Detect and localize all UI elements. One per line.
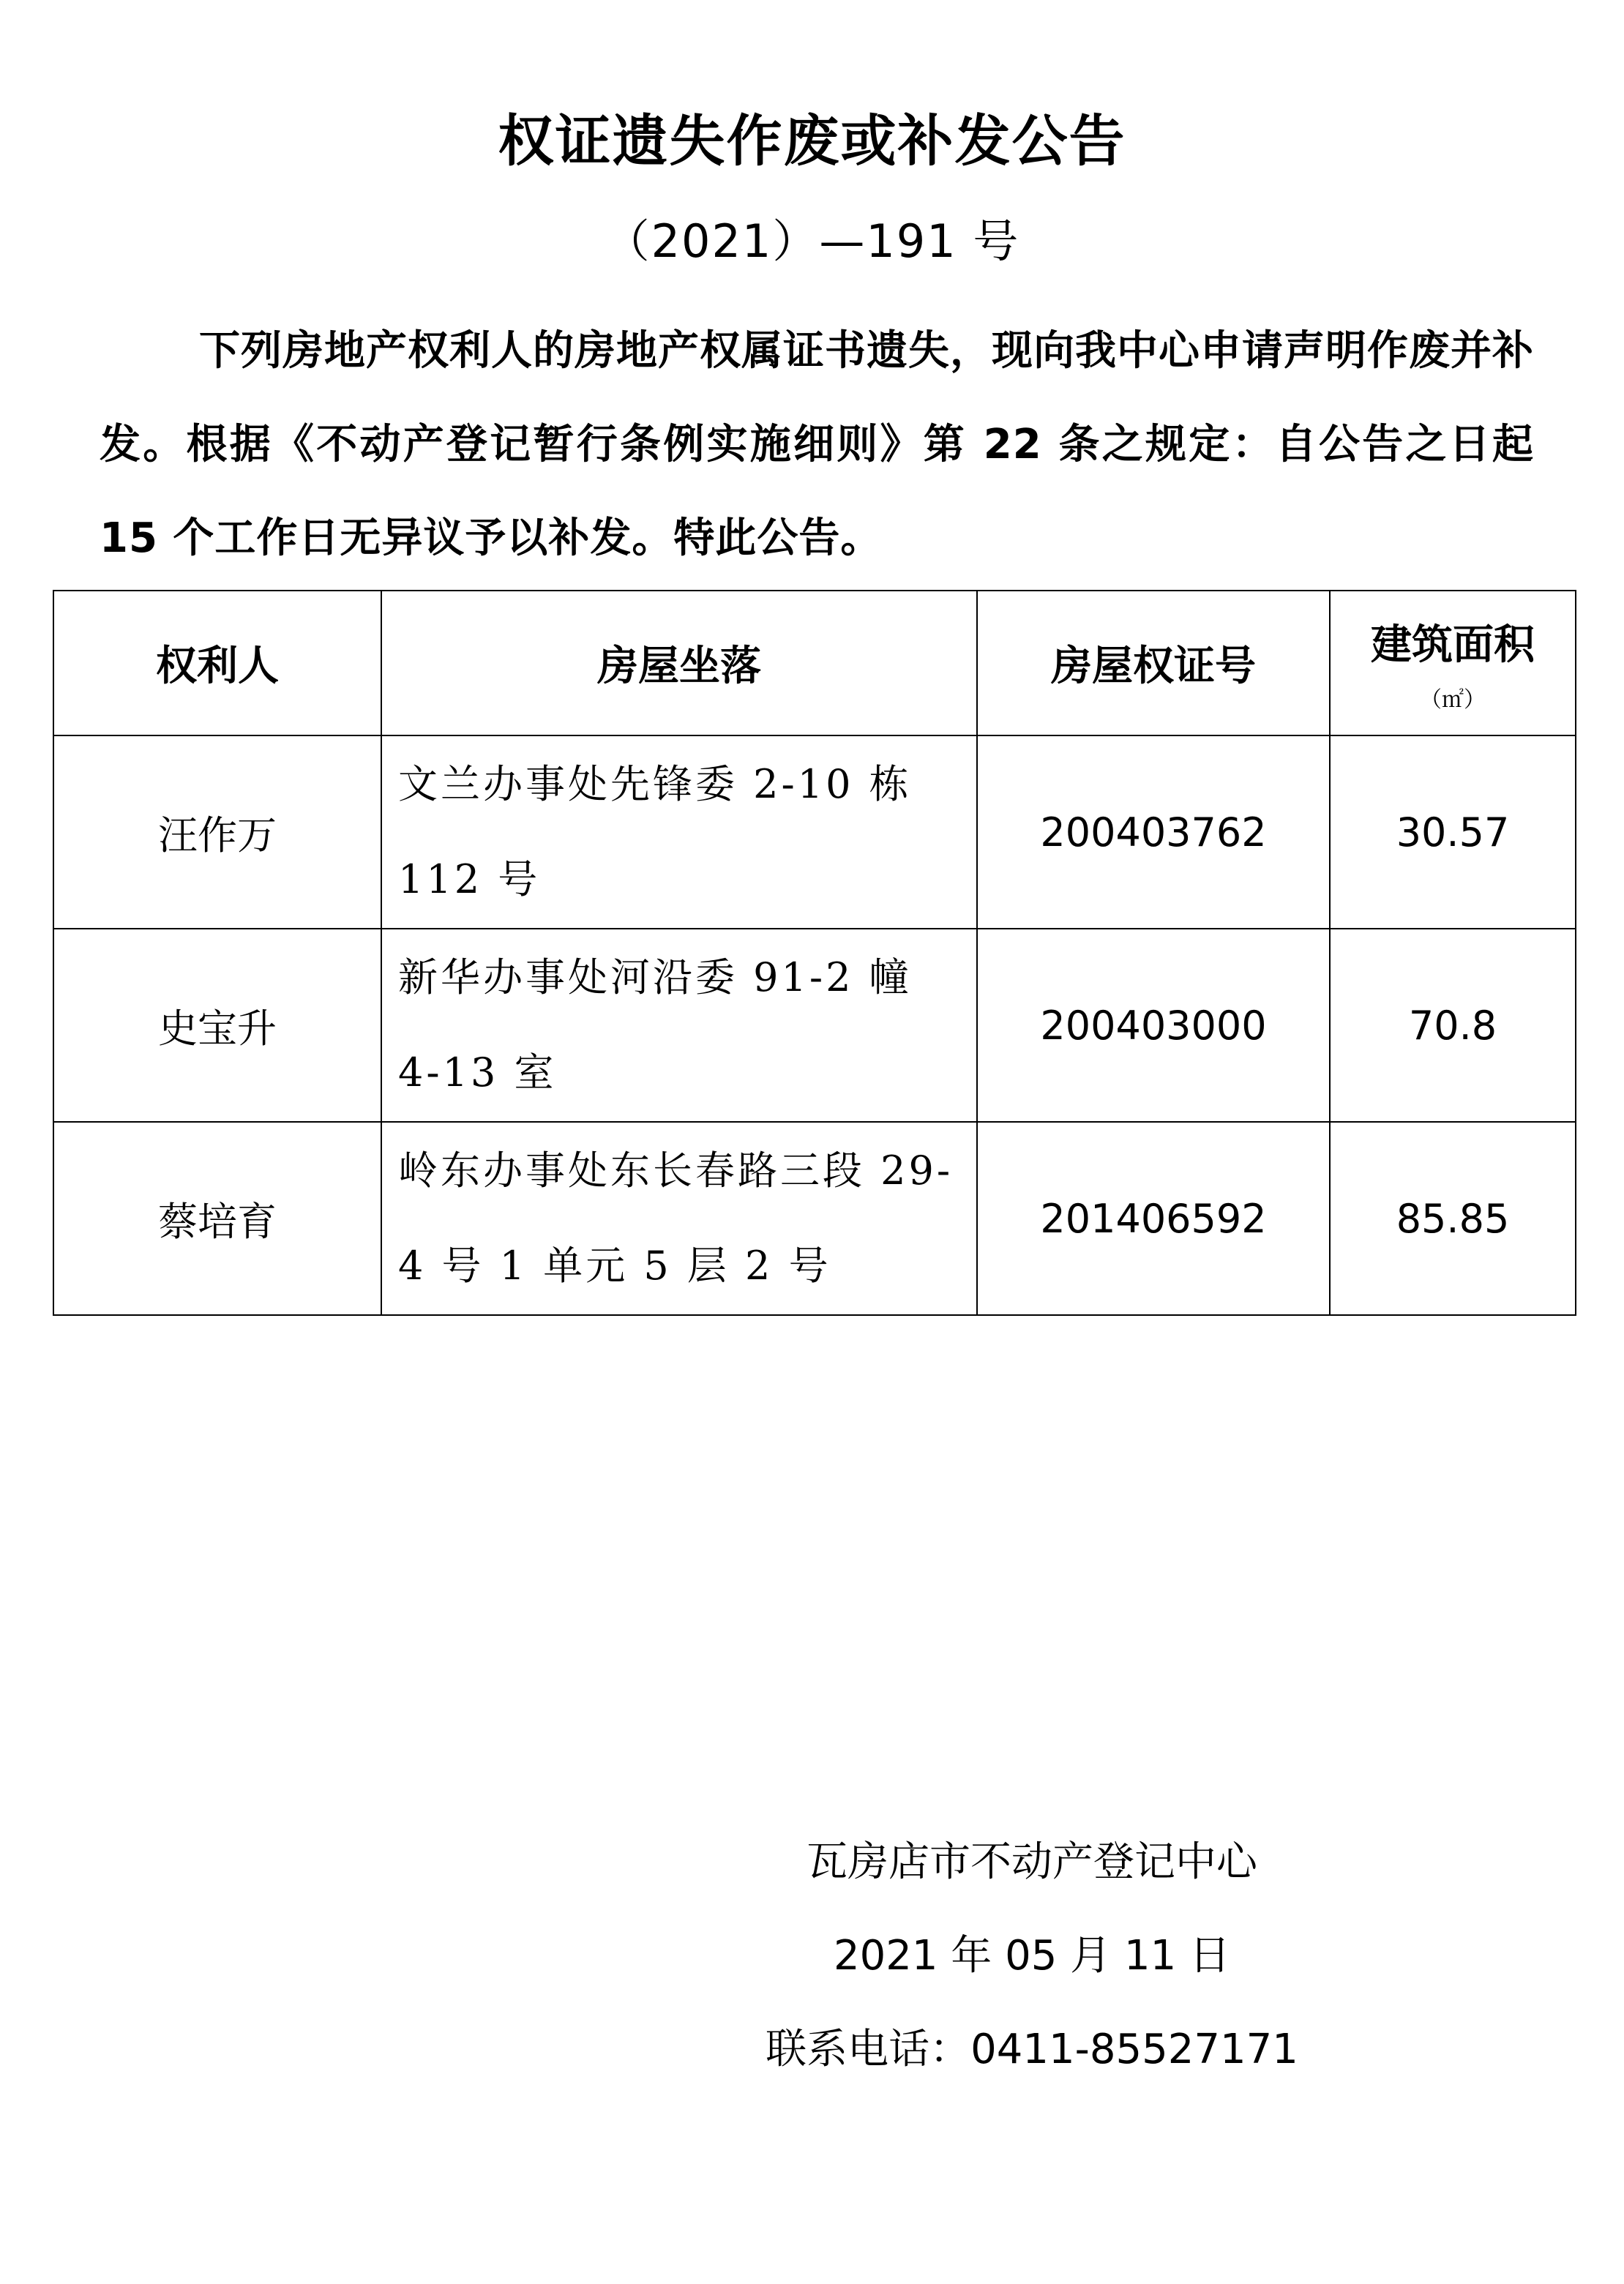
contact-phone: 联系电话：0411-85527171 — [766, 2026, 1298, 2073]
header-cert-no: 房屋权证号 — [977, 591, 1330, 735]
cell-cert-no: 200403762 — [977, 735, 1330, 929]
cell-area: 30.57 — [1330, 735, 1576, 929]
cell-area: 85.85 — [1330, 1122, 1576, 1315]
header-area-label: 建筑面积 — [1371, 621, 1535, 669]
table-row — [53, 735, 1576, 929]
cell-address: 文兰办事处先锋委 2-10 栋 112 号 — [381, 735, 977, 929]
notice-body: 下列房地产权利人的房地产权属证书遗失，现向我中心申请声明作废并补发。根据《不动产登记暂行条例实施细则》第 22 条之规定：自公告之日起 15 个工作日无异议予以补发。特此公告。 — [100, 327, 1534, 562]
cell-holder: 蔡培育 — [53, 1122, 381, 1315]
table-header-row — [53, 591, 1576, 735]
cell-address: 岭东办事处东长春路三段 29-4 号 1 单元 5 层 2 号 — [381, 1122, 977, 1315]
notice-table — [53, 590, 1576, 1316]
cell-holder: 汪作万 — [53, 735, 381, 929]
header-holder: 权利人 — [53, 591, 381, 735]
document-number: （2021）—191 号 — [604, 214, 1020, 268]
header-area — [1330, 591, 1576, 735]
issuing-organization: 瓦房店市不动产登记中心 — [807, 1838, 1257, 1886]
table-row — [53, 929, 1576, 1122]
cell-address: 新华办事处河沿委 91-2 幢 4-13 室 — [381, 929, 977, 1122]
table-row — [53, 1122, 1576, 1315]
header-area-unit: （㎡） — [1420, 687, 1486, 713]
cell-holder: 史宝升 — [53, 929, 381, 1122]
cell-cert-no: 200403000 — [977, 929, 1330, 1122]
issue-date: 2021 年 05 月 11 日 — [833, 1932, 1231, 1980]
cell-area: 70.8 — [1330, 929, 1576, 1122]
cell-cert-no: 201406592 — [977, 1122, 1330, 1315]
page-title: 权证遗失作废或补发公告 — [498, 108, 1126, 173]
header-address: 房屋坐落 — [381, 591, 977, 735]
